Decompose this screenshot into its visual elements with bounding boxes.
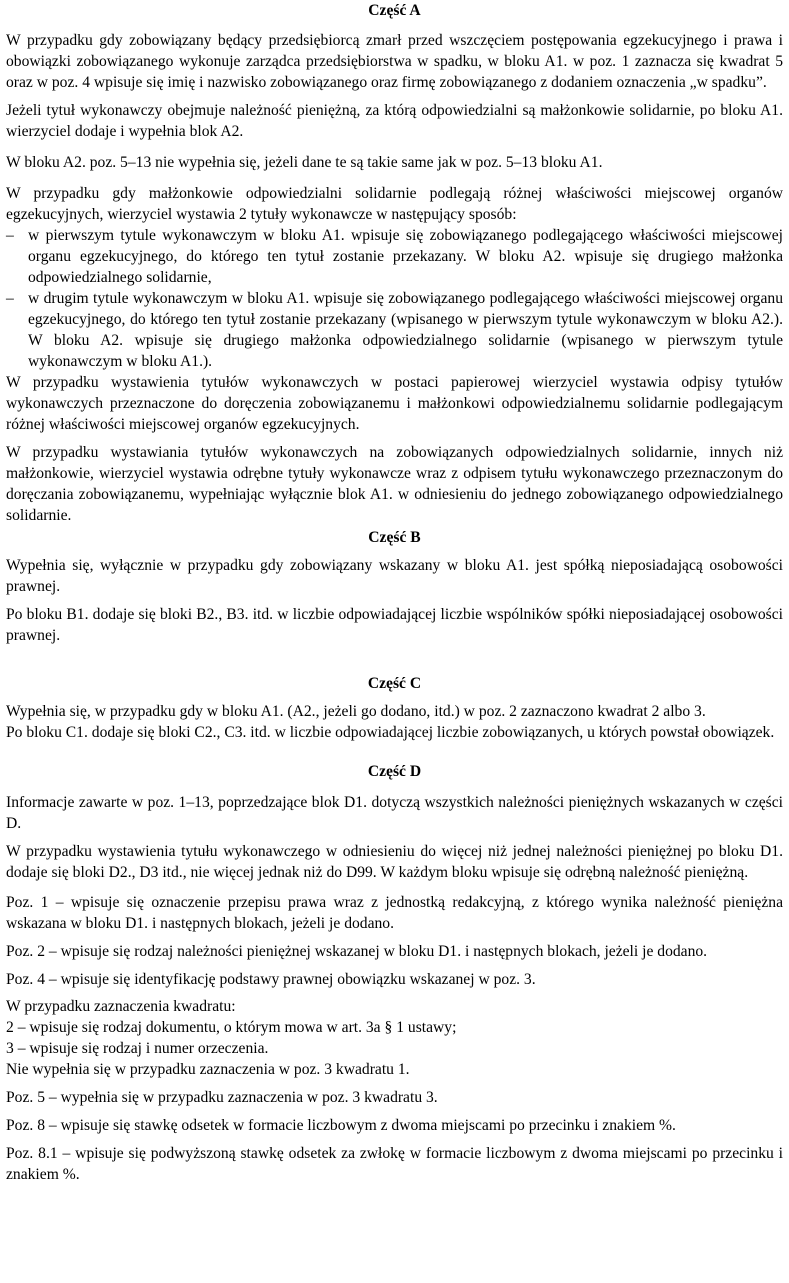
checkbox-note-line: 3 – wpisuje się rodzaj i numer orzeczenia. [6,1040,269,1057]
list-item-text: w pierwszym tytule wykonawczym w bloku A1. wpisuje się zobowiązanego podlegającego właściwości miejscowej organu egzekucyjnego, do którego ten tytuł zostanie przekazany. W bloku A2. wpisuje się drugiego małżonka odpowiedzialnego solidarnie, [28,227,783,286]
part-a-paragraph-2: Jeżeli tytuł wykonawczy obejmuje należność pieniężną, za którą odpowiedzialni są małżonkowie solidarnie, po bloku A1. wierzyciel dodaje i wypełnia blok A2. [6,102,783,140]
part-c-paragraph-2: Po bloku C1. dodaje się bloki C2., C3. itd. w liczbie odpowiadającej liczbie zobowiązanych, u których powstał obowiązek. [6,724,775,741]
dash-marker: – [6,290,14,307]
dash-marker: – [6,227,14,244]
part-a-paragraph-4: W przypadku gdy małżonkowie odpowiedzialni solidarnie podlegają różnej właściwości miejscowej organów egzekucyjnych, wierzyciel wystawia 2 tytuły wykonawcze w następujący sposób: [6,185,783,223]
part-a-paragraph-5: W przypadku wystawienia tytułów wykonawczych w postaci papierowej wierzyciel wystawia odpisy tytułów wykonawczych przeznaczone do doręczenia zobowiązanemu i małżonkowi odpowiedzialnemu solidarnie podlegającym różnej właściwości miejscowej organów egzekucyjnych. [6,374,783,433]
part-a-paragraph-3: W bloku A2. poz. 5–13 nie wypełnia się, jeżeli dane te są takie same jak w poz. 5–13 bloku A1. [6,154,603,171]
part-d-paragraph-7: Poz. 5 – wypełnia się w przypadku zaznaczenia w poz. 3 kwadratu 3. [6,1089,438,1106]
part-a-paragraph-6: W przypadku wystawiania tytułów wykonawczych na zobowiązanych odpowiedzialnych solidarnie, innych niż małżonkowie, wierzyciel wystawia odrębne tytuły wykonawcze wraz z odpisem tytułu wykonawczego przeznaczonym do doręczania zobowiązanemu, wypełniając wyłącznie blok A1. w odniesieniu do jednego zobowiązanego odpowiedzialnego solidarnie. [6,444,783,524]
list-item-text: w drugim tytule wykonawczym w bloku A1. wpisuje się zobowiązanego podlegającego właściwości miejscowej organu egzekucyjnego, do którego ten tytuł zostanie przekazany (wpisanego w pierwszym tytule wykonawczym w bloku A2.). W bloku A2. wpisuje się drugiego małżonka odpowiedzialnego solidarnie (wpisanego w pierwszym tytule wykonawczym w bloku A1.). [28,290,783,370]
part-d-paragraph-2: W przypadku wystawienia tytułu wykonawczego w odniesieniu do więcej niż jednej należności pieniężnej po bloku D1. dodaje się bloki D2., D3 itd., nie więcej jednak niż do D99. W każdym bloku wpisuje się odrębną należność pieniężną. [6,843,783,881]
part-d-paragraph-5: Poz. 4 – wpisuje się identyfikację podstawy prawnej obowiązku wskazanej w poz. 3. [6,971,536,988]
part-a-dash-list [6,225,783,372]
list-item [6,288,783,372]
part-d-paragraph-9: Poz. 8.1 – wpisuje się podwyższoną stawkę odsetek za zwłokę w formacie liczbowym z dwoma miejscami po przecinku i znakiem %. [6,1145,783,1183]
part-a-paragraph-1: W przypadku gdy zobowiązany będący przedsiębiorcą zmarł przed wszczęciem postępowania egzekucyjnego i prawa i obowiązki zobowiązanego wykonuje zarządca przedsiębiorstwa w spadku, w bloku A1. w poz. 1 zaznacza się kwadrat 5 oraz w poz. 4 wpisuje się imię i nazwisko zobowiązanego oraz firmę zobowiązanego z dodaniem oznaczenia „w spadku”. [6,32,783,91]
checkbox-note-line: 2 – wpisuje się rodzaj dokumentu, o którym mowa w art. 3a § 1 ustawy; [6,1019,457,1036]
part-d-heading: Część D [367,763,422,780]
list-item [6,225,783,288]
part-b-heading: Część B [368,529,421,546]
checkbox-note-line: W przypadku zaznaczenia kwadratu: [6,998,236,1015]
part-d-paragraph-1: Informacje zawarte w poz. 1–13, poprzedzające blok D1. dotyczą wszystkich należności pieniężnych wskazanych w części D. [6,794,783,832]
part-c-paragraph-1: Wypełnia się, w przypadku gdy w bloku A1. (A2., jeżeli go dodano, itd.) w poz. 2 zaznaczono kwadrat 2 albo 3. [6,703,706,720]
part-d-paragraph-4: Poz. 2 – wpisuje się rodzaj należności pieniężnej wskazanej w bloku D1. i następnych blokach, jeżeli je dodano. [6,943,708,960]
part-d-checkbox-notes [6,996,783,1080]
part-c-heading: Część C [367,675,422,692]
part-b-paragraph-2: Po bloku B1. dodaje się bloki B2., B3. itd. w liczbie odpowiadającej liczbie wspólników spółki nieposiadającej osobowości prawnej. [6,606,783,644]
part-d-paragraph-8: Poz. 8 – wpisuje się stawkę odsetek w formacie liczbowym z dwoma miejscami po przecinku i znakiem %. [6,1117,676,1134]
part-a-heading: Część A [368,2,421,19]
part-b-paragraph-1: Wypełnia się, wyłącznie w przypadku gdy zobowiązany wskazany w bloku A1. jest spółką nieposiadającą osobowości prawnej. [6,557,783,595]
part-d-paragraph-3: Poz. 1 – wpisuje się oznaczenie przepisu prawa wraz z jednostką redakcyjną, z którego wynika należność pieniężna wskazana w bloku D1. i następnych blokach, jeżeli je dodano. [6,894,783,932]
checkbox-note-line: Nie wypełnia się w przypadku zaznaczenia w poz. 3 kwadratu 1. [6,1061,410,1078]
